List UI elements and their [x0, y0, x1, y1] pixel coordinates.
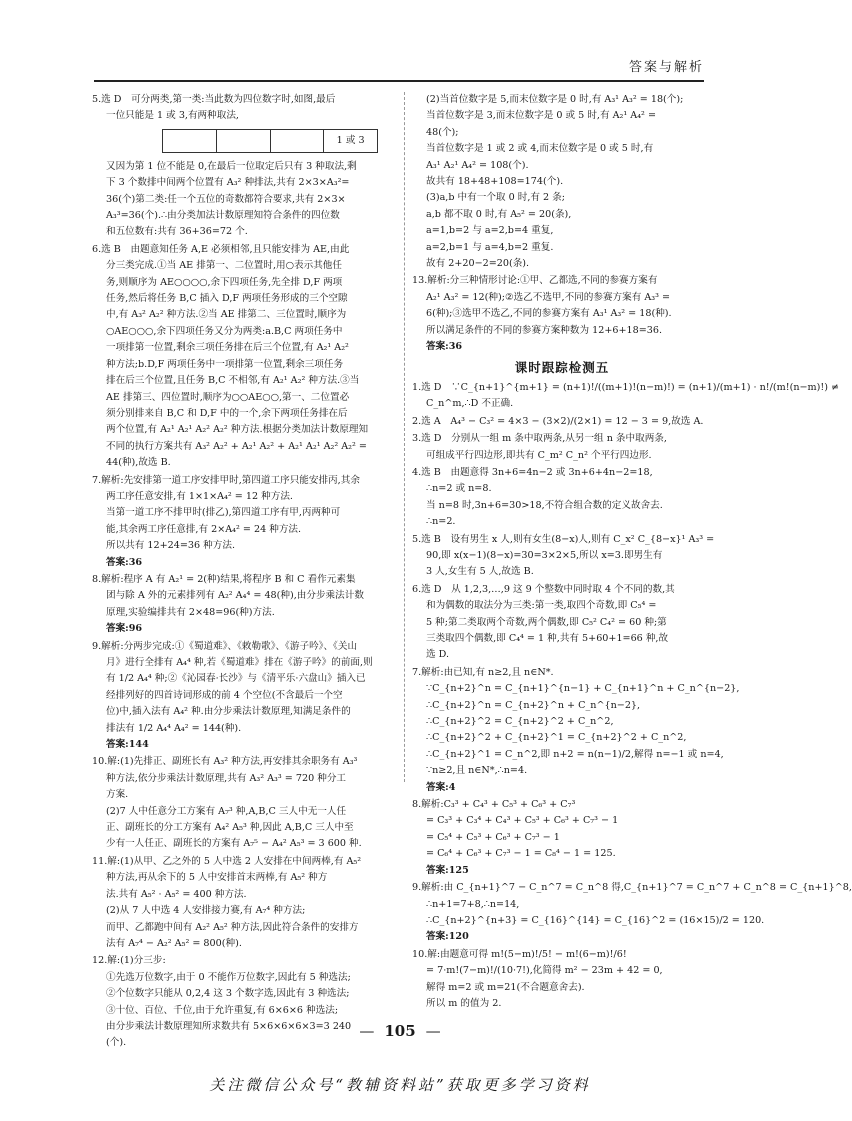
s5-line: 3 人,女生有 5 人,故选 B.: [426, 566, 534, 578]
q13-line: 所以满足条件的不同的参赛方案种数为 12+6+18=36.: [426, 324, 663, 336]
exercise-6: [412, 582, 712, 664]
q11-line: 法有 A₇⁴ − A₂² A₅² = 800(种).: [106, 937, 242, 949]
section-title: 课时跟踪检测五: [514, 359, 610, 375]
s4-line: ∴n=2 或 n=8.: [426, 483, 492, 495]
s6-line: 选 D.: [426, 649, 450, 661]
question-8: [92, 572, 398, 638]
q9-line: 有 1/2 A₄⁴ 种;②《沁园春·长沙》与《清平乐·六盘山》插入已: [106, 673, 366, 685]
q11-line: 11.解:(1)从甲、乙之外的 5 人中选 2 人安排在中间两棒,有 A₅²: [92, 855, 362, 867]
q7-answer: 答案:36: [106, 556, 143, 568]
q6-line: 6.选 B 由题意知任务 A,E 必须相邻,且只能安排为 AE,由此: [92, 243, 350, 255]
s4-line: ∴n=2.: [426, 516, 456, 528]
q6-line: 须分别排来自 B,C 和 D,F 中的一个,余下两项任务排在后: [106, 407, 348, 419]
column-divider: [404, 92, 405, 782]
s8-line: 8.解析:C₃³ + C₄³ + C₅³ + C₆³ + C₇³: [412, 799, 576, 811]
page-number-dash: —: [425, 1022, 441, 1040]
q12-line: (3)a,b 中有一个取 0 时,有 2 条;: [426, 192, 565, 204]
q12-line: 由分步乘法计数原理知所求数共有 5×6×6×6×3=3 240: [106, 1020, 352, 1032]
q13-line: 13.解析:分三种情形讨论:①甲、乙都选,不同的参赛方案有: [412, 275, 658, 287]
q10-line: 少有一人任正、副班长的方案有 A₇⁵ − A₄² A₅³ = 3 600 种.: [106, 838, 362, 850]
q6-line: AE 排第三、四位置时,顺序为○○AE○○,第一、二位置必: [106, 391, 350, 403]
s1-line: C_n^m,∴D 不正确.: [426, 398, 514, 410]
s8-line: = C₆⁴ + C₆³ + C₇³ − 1 = C₈⁴ − 1 = 125.: [426, 848, 616, 860]
s8-line: = C₃³ + C₃⁴ + C₄³ + C₅³ + C₆³ + C₇³ − 1: [426, 815, 619, 827]
question-11: [92, 854, 398, 952]
q12-line: 当首位数字是 3,而末位数字是 0 或 5 时,有 A₂¹ A₄² =: [426, 110, 656, 122]
page-number: [0, 1022, 800, 1040]
s8-answer: 答案:125: [426, 864, 469, 876]
question-7: [92, 473, 398, 571]
exercise-4: [412, 465, 712, 531]
s7-line: ∴C_{n+2}^2 = C_{n+2}^2 + C_n^2,: [426, 716, 614, 728]
digit-box: [163, 130, 217, 152]
q6-line: 不同的执行方案共有 A₃² A₂² + A₂¹ A₂² + A₂¹ A₂¹ A₂² A₂² =: [106, 440, 367, 452]
s3-line: 3.选 D 分别从一组 m 条中取两条,从另一组 n 条中取两条,: [412, 433, 667, 445]
question-9: [92, 639, 398, 754]
q13-answer: 答案:36: [426, 341, 463, 353]
q9-line: 9.解析:分两步完成:①《蜀道难》、《敕勒歌》、《游子吟》、《关山: [92, 640, 358, 652]
s7-line: ∵C_{n+2}^n = C_{n+1}^{n−1} + C_{n+1}^n + C_n^{n−2},: [426, 683, 740, 695]
q12-line: (2)当首位数字是 5,而末位数字是 0 时,有 A₃¹ A₃² = 18(个);: [426, 94, 684, 105]
q12-line: 12.解:(1)分三步:: [92, 955, 166, 967]
q8-line: 原理,实验编排共有 2×48=96(种)方法.: [106, 606, 275, 618]
exercise-7: [412, 665, 740, 796]
s2-line: 2.选 A A₄³ − C₃² = 4×3 − (3×2)/(2×1) = 12 − 3 = 9,故选 A.: [412, 415, 704, 427]
q12-line: A₃¹ A₂¹ A₄² = 108(个).: [426, 159, 529, 171]
header-rule: [94, 80, 704, 82]
q12-line: ①先选万位数字,由于 0 不能作万位数字,因此有 5 种选法;: [106, 971, 351, 983]
page-number-dash: —: [359, 1022, 375, 1040]
s4-line: 4.选 B 由题意得 3n+6=4n−2 或 3n+6+4n−2=18,: [412, 466, 653, 478]
q11-line: 种方法,再从余下的 5 人中安排首末两棒,有 A₅² 种方: [106, 872, 328, 884]
s7-answer: 答案:4: [426, 781, 456, 793]
digit-box: 1 或 3: [336, 134, 365, 146]
s6-line: 和为偶数的取法分为三类:第一类,取四个奇数,即 C₅⁴ =: [426, 600, 657, 612]
q8-answer: 答案:96: [106, 623, 143, 635]
q12-line: (个).: [106, 1037, 127, 1049]
q10-line: 10.解:(1)先排正、副班长有 A₃² 种方法,再安排其余职务有 A₃³: [92, 756, 358, 768]
q7-line: 7.解析:先安排第一道工序安排甲时,第四道工序只能安排丙,其余: [92, 474, 360, 486]
left-column: [92, 92, 398, 1053]
q13-line: 6(种);③选甲不选乙,不同的参赛方案有 A₃¹ A₃² = 18(种).: [426, 308, 672, 320]
s4-line: 当 n=8 时,3n+6=30>18,不符合组合数的定义故舍去.: [426, 499, 663, 511]
digit-position-diagram: [162, 129, 378, 153]
s6-line: 5 种;第二类取两个奇数,两个偶数,即 C₅² C₄² = 60 种;第: [426, 616, 667, 628]
q9-line: 位)中,插入法有 A₄² 种.由分步乘法计数原理,知满足条件的: [106, 706, 351, 718]
s9-line: ∴C_{n+2}^{n+3} = C_{16}^{14} = C_{16}^2 = (16×15)/2 = 120.: [426, 914, 765, 926]
q5-line: 下 3 个数排中间两个位置有 A₃² 种排法,共有 2×3×A₃²=: [106, 177, 350, 189]
q6-line: 分三类完成.①当 AE 排第一、二位置时,用○表示其他任: [106, 260, 342, 272]
q6-line: 两个位置,有 A₂¹ A₂¹ A₂² A₂² 种方法.根据分类加法计数原理知: [106, 424, 369, 436]
q12-line: a=2,b=1 与 a=4,b=2 重复.: [426, 241, 554, 253]
exercise-10: [412, 947, 712, 1013]
q5-line: 36(个)第二类:任一个五位的奇数都符合要求,共有 2×3×: [106, 193, 346, 205]
s6-line: 三类取四个偶数,即 C₄⁴ = 1 种,共有 5+60+1=66 种,故: [426, 633, 669, 644]
s9-answer: 答案:120: [426, 931, 469, 943]
q12-line: 当首位数字是 1 或 2 或 4,而末位数字是 0 或 5 时,有: [426, 143, 654, 155]
question-6: [92, 242, 398, 472]
q10-line: 正、副班长的分工方案有 A₄² A₅³ 种,因此 A,B,C 三人中至: [106, 822, 354, 834]
question-13: [412, 273, 712, 355]
q9-line: 经排列好的四首诗词形成的前 4 个空位(不含最后一个空: [106, 689, 343, 701]
s7-line: ∴C_{n+2}^1 = C_n^2,即 n+2 = n(n−1)/2,解得 n=−1 或 n=4,: [426, 748, 724, 760]
q5-line: 5.选 D 可分两类,第一类:当此数为四位数字时,如图,最后: [92, 94, 336, 105]
q13-line: A₂¹ A₃² = 12(种);②选乙不选甲,不同的参赛方案有 A₃³ =: [426, 291, 671, 303]
q12-line: 故共有 18+48+108=174(个).: [426, 176, 564, 188]
q12-line: ③十位、百位、千位,由于允许重复,有 6×6×6 种选法;: [106, 1004, 339, 1016]
s10-line: 解得 m=2 或 m=21(不合题意舍去).: [426, 981, 585, 993]
q12-line: 故有 2+20−2=20(条).: [426, 258, 530, 270]
q6-line: 中,有 A₃² A₂² 种方法.②当 AE 排第二、三位置时,顺序为: [106, 309, 347, 321]
s5-line: 5.选 B 设有男生 x 人,则有女生(8−x)人,则有 C_x² C_{8−x}¹ A₃³ =: [412, 533, 715, 545]
exercise-9: [412, 880, 852, 946]
s10-line: 所以 m 的值为 2.: [426, 997, 502, 1009]
right-column: [412, 92, 852, 1013]
s9-line: ∴n+1=7+8,∴n=14,: [426, 898, 520, 910]
q10-line: 种方法,依分步乘法计数原理,共有 A₃² A₃³ = 720 种分工: [106, 772, 347, 784]
q12-line: 48(个);: [426, 126, 459, 138]
s1-line: 1.选 D ∵C_{n+1}^{m+1} = (n+1)!/((m+1)!(n−m)!) = (n+1)/(m+1) · n!/(m!(n−m)!) ≠: [412, 381, 840, 393]
s7-line: 7.解析:由已知,有 n≥2,且 n∈N*.: [412, 666, 554, 678]
q5-line: 又因为第 1 位不能是 0,在最后一位取定后只有 3 种取法,剩: [106, 160, 357, 172]
exercise-5: [412, 532, 715, 581]
q12-line: ②个位数字只能从 0,2,4 这 3 个数字选,因此有 3 种选法;: [106, 988, 350, 1000]
q7-line: 能,其余两工序任意排,有 2×A₄² = 24 种方法.: [106, 523, 302, 535]
header-title: 答案与解析: [628, 60, 704, 75]
q5-line: 和五位数有:共有 36+36=72 个.: [106, 226, 248, 238]
s7-line: ∴C_{n+2}^2 + C_{n+2}^1 = C_{n+2}^2 + C_n^2,: [426, 732, 687, 744]
q6-line: ○AE○○○,余下四项任务又分为两类:a.B,C 两项任务中: [106, 325, 343, 337]
s9-line: 9.解析:由 C_{n+1}^7 − C_n^7 = C_n^8 得,C_{n+1}^7 = C_n^7 + C_n^8 = C_{n+1}^8,: [412, 882, 852, 894]
q12-line: a=1,b=2 与 a=2,b=4 重复,: [426, 225, 554, 237]
q6-line: 44(种),故选 B.: [106, 457, 171, 469]
q11-line: 而甲、乙都跑中间有 A₂² A₅² 种方法,因此符合条件的安排方: [106, 921, 359, 933]
footer-watermark: 关注微信公众号“教辅资料站”获取更多学习资料: [209, 1076, 591, 1094]
q12-line: a,b 都不取 0 时,有 A₅² = 20(条),: [426, 208, 572, 220]
q6-line: 排在后三个位置,且任务 B,C 不相邻,有 A₂¹ A₂² 种方法.③当: [106, 375, 360, 387]
question-5: [92, 92, 398, 241]
s5-line: 90,即 x(x−1)(8−x)=30=3×2×5,所以 x=3.即男生有: [426, 549, 663, 561]
q9-line: 排法有 1/2 A₄⁴ A₄² = 144(种).: [106, 722, 242, 734]
q7-line: 两工序任意安排,有 1×1×A₄² = 12 种方法.: [106, 490, 293, 502]
digit-box: [217, 130, 271, 152]
question-12-continued: [412, 92, 712, 272]
q10-line: (2)7 人中任意分工方案有 A₇³ 种,A,B,C 三人中无一人任: [106, 805, 347, 817]
s8-line: = C₅⁴ + C₅³ + C₆³ + C₇³ − 1: [426, 831, 560, 843]
q6-line: 一项排第一位置,剩余三项任务排在后三个位置,有 A₂¹ A₂²: [106, 342, 349, 354]
q6-line: 务,则顺序为 AE○○○○,余下四项任务,先全排 D,F 两项: [106, 276, 343, 288]
digit-box: [271, 130, 325, 152]
q6-line: 种方法;b.D,F 两项任务中一项排第一位置,剩余三项任务: [106, 358, 344, 370]
s10-line: = 7·m!(7−m)!/(10·7!),化简得 m² − 23m + 42 = 0,: [426, 965, 663, 977]
s3-line: 可组成平行四边形,即共有 C_m² C_n² 个平行四边形.: [426, 449, 652, 461]
q9-answer: 答案:144: [106, 739, 149, 751]
question-10: [92, 754, 398, 852]
exercise-3: [412, 431, 712, 464]
q10-line: 方案.: [106, 789, 129, 801]
q5-line: A₃³=36(个).∴由分类加法计数原理知符合条件的四位数: [106, 210, 340, 222]
q6-line: 任务,然后将任务 B,C 插入 D,F 两项任务形成的三个空隙: [106, 293, 348, 305]
q8-line: 团与除 A 外的元素排列有 A₂² A₄⁴ = 48(种),由分步乘法计数: [106, 590, 364, 602]
q7-line: 所以共有 12+24=36 种方法.: [106, 540, 236, 552]
s7-line: ∴C_{n+2}^n = C_{n+2}^n + C_n^{n−2},: [426, 699, 641, 711]
s10-line: 10.解:由题意可得 m!(5−m)!/5! − m!(6−m)!/6!: [412, 948, 627, 960]
q11-line: (2)从 7 人中选 4 人安排接力赛,有 A₇⁴ 种方法;: [106, 905, 306, 917]
page-number-value: 105: [384, 1022, 416, 1040]
q5-line: 一位只能是 1 或 3,有两种取法,: [106, 110, 239, 122]
s7-line: ∵n≥2,且 n∈N*,∴n=4.: [426, 765, 528, 777]
exercise-2: [412, 414, 712, 430]
q7-line: 当第一道工序不排甲时(排乙),第四道工序有甲,丙两种可: [106, 507, 341, 519]
exercise-1: [412, 380, 840, 413]
q9-line: 月》进行全排有 A₄⁴ 种,若《蜀道难》排在《游子吟》的前面,则: [106, 657, 373, 668]
s6-line: 6.选 D 从 1,2,3,…,9 这 9 个整数中同时取 4 个不同的数,其: [412, 583, 675, 595]
q11-line: 法.共有 A₅² · A₅² = 400 种方法.: [106, 888, 247, 900]
exercise-8: [412, 797, 712, 879]
q8-line: 8.解析:程序 A 有 A₂¹ = 2(种)结果,将程序 B 和 C 看作元素集: [92, 573, 356, 585]
